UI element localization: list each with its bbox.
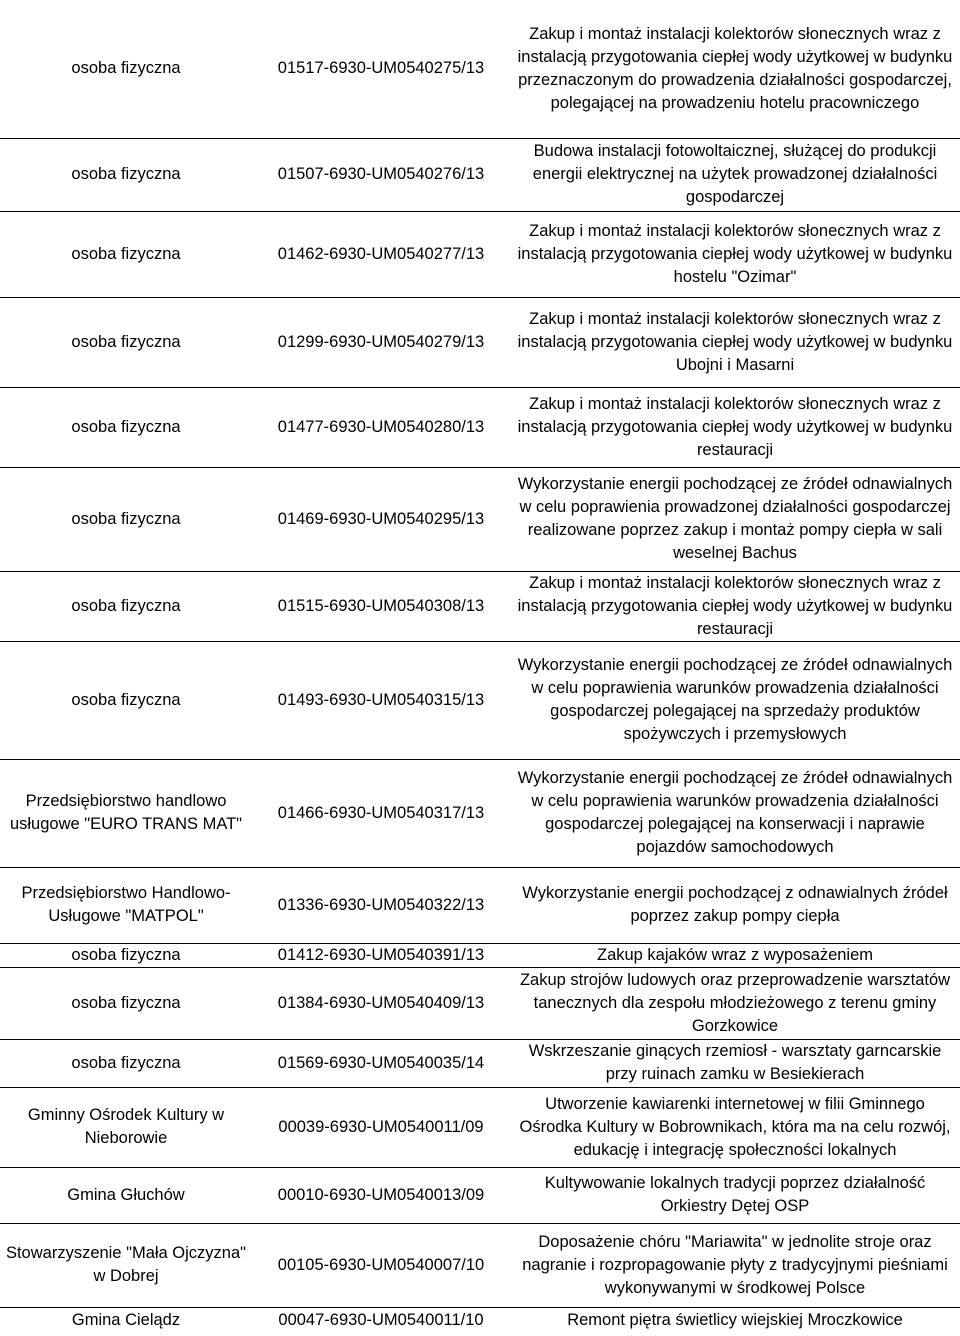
- beneficiary-cell: Stowarzyszenie "Mała Ojczyzna" w Dobrej: [0, 1223, 252, 1307]
- beneficiary-cell: osoba fizyczna: [0, 467, 252, 571]
- contract-number-cell: 01384-6930-UM0540409/13: [252, 967, 510, 1039]
- beneficiary-cell: osoba fizyczna: [0, 297, 252, 387]
- contract-number-cell: 01507-6930-UM0540276/13: [252, 138, 510, 211]
- project-description-cell: Remont piętra świetlicy wiejskiej Mroczkowice: [567, 1310, 903, 1329]
- beneficiary-cell: Gminny Ośrodek Kultury w Nieborowie: [0, 1087, 252, 1167]
- beneficiary-cell: osoba fizyczna: [0, 211, 252, 297]
- project-description-cell: Wskrzeszanie ginących rzemiosł - warsztaty garncarskie przy ruinach zamku w Besiekierach: [510, 1039, 960, 1087]
- contract-number-cell: 01477-6930-UM0540280/13: [252, 387, 510, 467]
- project-description-cell: Zakup strojów ludowych oraz przeprowadzenie warsztatów tanecznych dla zespołu młodzieżowego z terenu gminy Gorzkowice: [510, 967, 960, 1039]
- project-description-cell: Budowa instalacji fotowoltaicznej, służącej do produkcji energii elektrycznej na użytek prowadzonej działalności gospodarczej: [510, 138, 960, 211]
- beneficiary-cell: Gmina Głuchów: [0, 1167, 252, 1223]
- contract-number-cell: 01462-6930-UM0540277/13: [252, 211, 510, 297]
- table-row: [0, 0, 960, 138]
- table-row: [0, 387, 960, 467]
- contract-number-cell: 01299-6930-UM0540279/13: [252, 297, 510, 387]
- table-row: [0, 138, 960, 211]
- contract-number-cell: 01515-6930-UM0540308/13: [252, 571, 510, 641]
- table-row: [0, 211, 960, 297]
- beneficiary-cell: osoba fizyczna: [0, 641, 252, 759]
- contract-number-cell: 01517-6930-UM0540275/13: [252, 0, 510, 138]
- project-description-cell: Kultywowanie lokalnych tradycji poprzez działalność Orkiestry Dętej OSP: [510, 1167, 960, 1223]
- beneficiary-cell: osoba fizyczna: [0, 571, 252, 641]
- project-description-cell: Wykorzystanie energii pochodzącej ze źródeł odnawialnych w celu poprawienia prowadzonej działalności gospodarczej realizowane poprzez zakup i montaż pompy ciepła w sali weselnej Bachus: [510, 467, 960, 571]
- table-row: [0, 467, 960, 571]
- beneficiary-cell: osoba fizyczna: [0, 387, 252, 467]
- contract-number-cell: 01469-6930-UM0540295/13: [252, 467, 510, 571]
- contract-number-cell: 00010-6930-UM0540013/09: [252, 1167, 510, 1223]
- table-row: [0, 867, 960, 943]
- table-row: [0, 641, 960, 759]
- project-description-cell: Zakup i montaż instalacji kolektorów słonecznych wraz z instalacją przygotowania ciepłej wody użytkowej w budynku restauracji: [510, 387, 960, 467]
- project-description-cell: Zakup i montaż instalacji kolektorów słonecznych wraz z instalacją przygotowania ciepłej wody użytkowej w budynku restauracji: [510, 571, 960, 641]
- contract-number-cell: 00047-6930-UM0540011/10: [278, 1310, 484, 1329]
- contract-number-cell: 00105-6930-UM0540007/10: [252, 1223, 510, 1307]
- project-description-cell: Zakup i montaż instalacji kolektorów słonecznych wraz z instalacją przygotowania ciepłej wody użytkowej w budynku przeznaczonym do prowadzenia działalności gospodarczej, polegającej na prowadzeniu hotelu pracowniczego: [510, 0, 960, 138]
- project-description-cell: Doposażenie chóru "Mariawita" w jednolite stroje oraz nagranie i rozpropagowanie płyty z tradycyjnymi pieśniami wykonywanymi w środkowej Polsce: [510, 1223, 960, 1307]
- table-row: [0, 1087, 960, 1167]
- beneficiary-cell: Gmina Cielądz: [71, 1310, 181, 1329]
- table-row: [0, 1039, 960, 1087]
- beneficiary-cell: osoba fizyczna: [0, 138, 252, 211]
- project-description-cell: Wykorzystanie energii pochodzącej z odnawialnych źródeł poprzez zakup pompy ciepła: [510, 867, 960, 943]
- project-description-cell: Utworzenie kawiarenki internetowej w filii Gminnego Ośrodka Kultury w Bobrownikach, która ma na celu rozwój, edukację i integrację społeczności lokalnych: [510, 1087, 960, 1167]
- table-row: [0, 1307, 960, 1333]
- contract-number-cell: 01466-6930-UM0540317/13: [252, 759, 510, 867]
- table-row: [0, 297, 960, 387]
- table-row: [0, 1223, 960, 1307]
- contract-number-cell: 00039-6930-UM0540011/09: [252, 1087, 510, 1167]
- project-description-cell: Wykorzystanie energii pochodzącej ze źródeł odnawialnych w celu poprawienia warunków prowadzenia działalności gospodarczej polegającej na konserwacji i naprawie pojazdów samochodowych: [510, 759, 960, 867]
- beneficiary-cell: osoba fizyczna: [0, 967, 252, 1039]
- beneficiary-cell: osoba fizyczna: [0, 1039, 252, 1087]
- table-row: [0, 571, 960, 641]
- table-row: [0, 759, 960, 867]
- table-row: [0, 1167, 960, 1223]
- project-description-cell: Zakup kajaków wraz z wyposażeniem: [510, 943, 960, 967]
- table-row: [0, 943, 960, 967]
- contract-number-cell: 01412-6930-UM0540391/13: [252, 943, 510, 967]
- beneficiary-cell: osoba fizyczna: [0, 943, 252, 967]
- beneficiary-cell: osoba fizyczna: [0, 0, 252, 138]
- project-description-cell: Zakup i montaż instalacji kolektorów słonecznych wraz z instalacją przygotowania ciepłej wody użytkowej w budynku hostelu "Ozimar": [510, 211, 960, 297]
- table-row: [0, 967, 960, 1039]
- contract-number-cell: 01569-6930-UM0540035/14: [252, 1039, 510, 1087]
- contract-number-cell: 01336-6930-UM0540322/13: [252, 867, 510, 943]
- beneficiary-cell: Przedsiębiorstwo Handlowo-Usługowe "MATPOL": [0, 867, 252, 943]
- project-description-cell: Wykorzystanie energii pochodzącej ze źródeł odnawialnych w celu poprawienia warunków prowadzenia działalności gospodarczej polegającej na sprzedaży produktów spożywczych i przemysłowych: [510, 641, 960, 759]
- project-description-cell: Zakup i montaż instalacji kolektorów słonecznych wraz z instalacją przygotowania ciepłej wody użytkowej w budynku Ubojni i Masarni: [510, 297, 960, 387]
- beneficiary-cell: Przedsiębiorstwo handlowo usługowe "EURO TRANS MAT": [0, 759, 252, 867]
- contract-number-cell: 01493-6930-UM0540315/13: [252, 641, 510, 759]
